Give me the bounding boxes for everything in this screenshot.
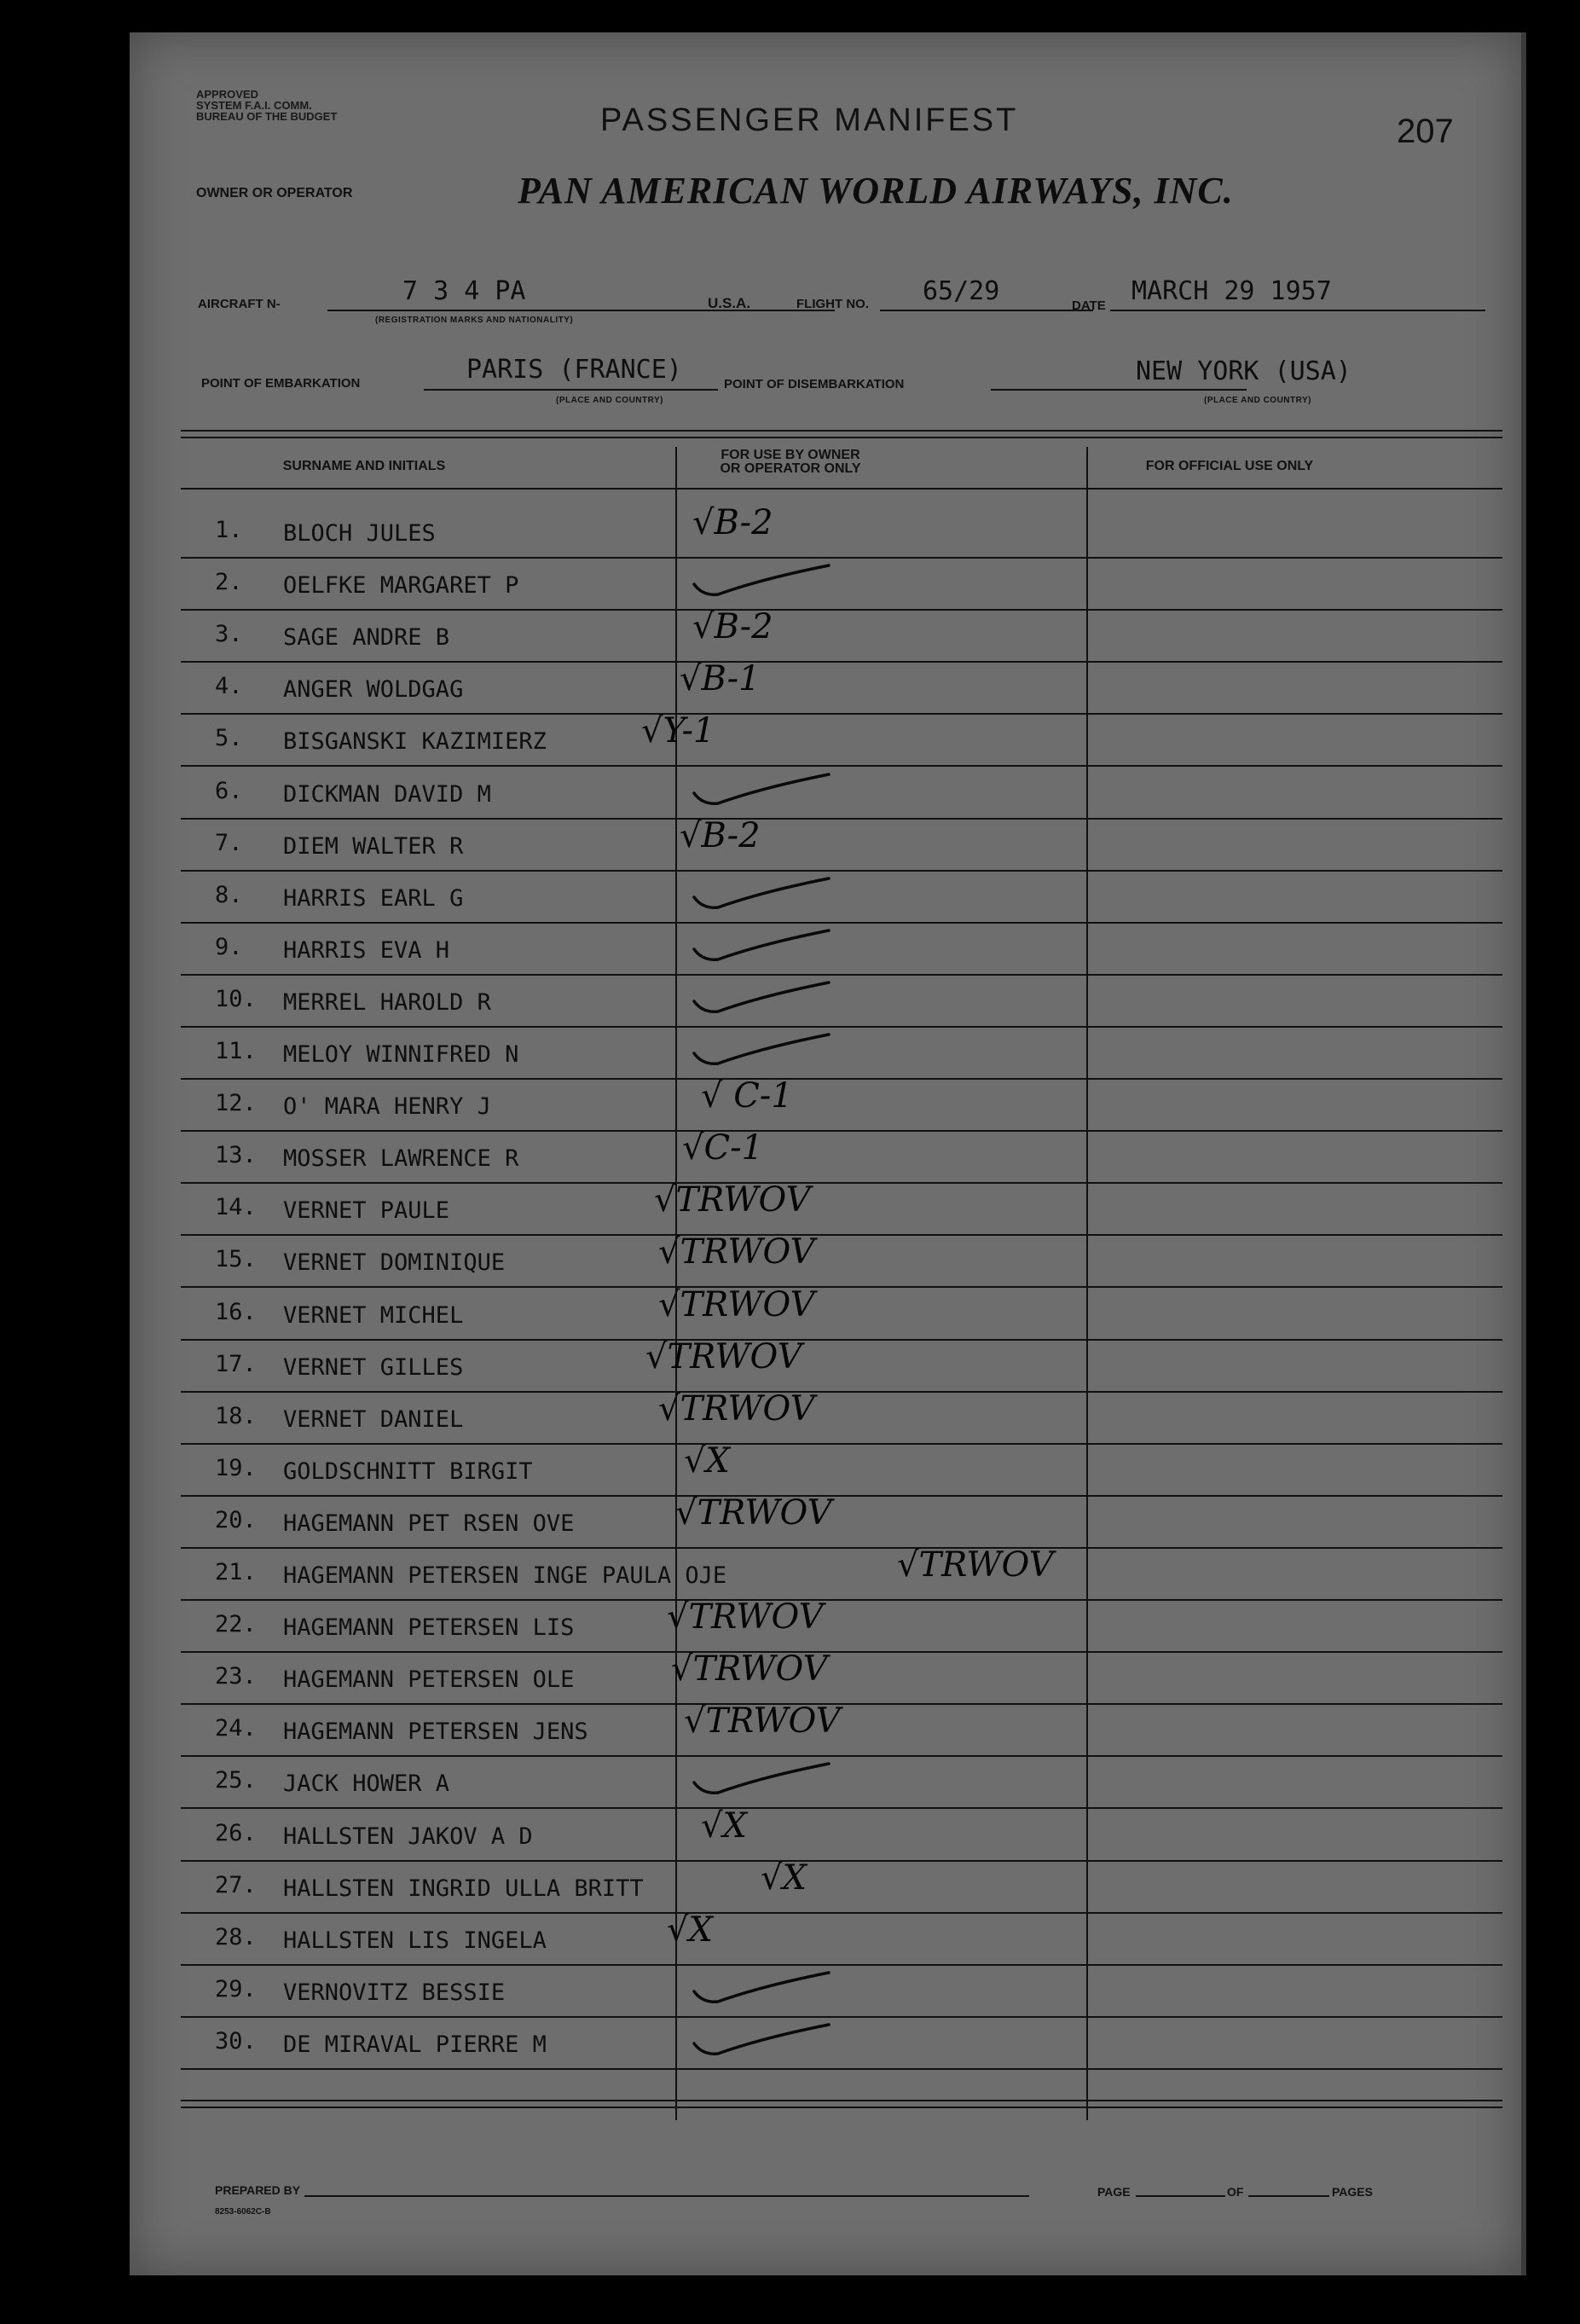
passenger-number: 10. (215, 985, 257, 1012)
passenger-number: 17. (215, 1350, 257, 1377)
check-mark-icon (684, 971, 854, 1022)
passenger-number: 18. (215, 1402, 257, 1429)
passenger-row (181, 1597, 1502, 1653)
passenger-number: 14. (215, 1194, 257, 1221)
passenger-number: 27. (215, 1871, 257, 1898)
passenger-row (181, 503, 1502, 559)
passenger-number: 5. (215, 725, 243, 752)
passenger-name: MERREL HAROLD R (283, 988, 491, 1016)
aircraft-label: AIRCRAFT N- (198, 297, 281, 311)
handwritten-mark: √TRWOV (645, 1336, 802, 1376)
passenger-number: 22. (215, 1611, 257, 1638)
passenger-number: 3. (215, 621, 243, 648)
passenger-name: HARRIS EARL G (283, 884, 464, 912)
passenger-name: HAGEMANN PET RSEN OVE (283, 1510, 575, 1537)
aircraft-value: 7 3 4 PA (402, 276, 526, 306)
passenger-row (181, 815, 1502, 872)
col-header-surname: SURNAME AND INITIALS (282, 459, 446, 473)
passenger-row (181, 659, 1502, 715)
passenger-number: 20. (215, 1506, 257, 1533)
passenger-row (181, 1857, 1502, 1914)
passenger-name: VERNET MICHEL (283, 1301, 464, 1329)
passenger-number: 2. (215, 569, 243, 596)
date-label: DATE (1072, 298, 1106, 313)
check-mark-icon (684, 762, 854, 814)
handwritten-mark: √B-2 (692, 607, 773, 647)
handwritten-mark: √B-2 (680, 815, 761, 855)
handwritten-mark: √Y-1 (641, 711, 715, 751)
passenger-number: 6. (215, 777, 243, 804)
passenger-number: 19. (215, 1454, 257, 1481)
passenger-row (181, 1492, 1502, 1549)
passenger-number: 16. (215, 1298, 257, 1325)
embarkation-label: POINT OF EMBARKATION (201, 376, 361, 391)
passenger-row (181, 1966, 1502, 2018)
prepared-by-label: PREPARED BY (215, 2183, 301, 2197)
passenger-name: GOLDSCHNITT BIRGIT (283, 1458, 533, 1485)
approval-stamp (196, 89, 337, 122)
passenger-row (181, 1805, 1502, 1862)
embarkation-value: PARIS (FRANCE) (466, 355, 682, 385)
row-divider (181, 2068, 1502, 2070)
handwritten-mark: √TRWOV (654, 1180, 811, 1220)
handwritten-mark: √TRWOV (658, 1232, 815, 1272)
passenger-row (181, 976, 1502, 1028)
passenger-number: 12. (215, 1090, 257, 1117)
passenger-row (181, 1232, 1502, 1288)
passenger-name: HAGEMANN PETERSEN LIS (283, 1614, 575, 1642)
passenger-row (181, 1388, 1502, 1445)
passenger-name: VERNOVITZ BESSIE (283, 1979, 506, 2006)
country-label: U.S.A. (708, 295, 751, 311)
passenger-row (181, 1336, 1502, 1393)
handwritten-mark: √X (761, 1857, 807, 1898)
passenger-name: VERNET GILLES (283, 1353, 464, 1381)
passenger-number: 24. (215, 1715, 257, 1742)
passenger-number: 4. (215, 673, 243, 700)
passenger-name: ANGER WOLDGAG (283, 676, 464, 704)
handwritten-mark: √B-2 (692, 503, 773, 542)
passenger-name: HALLSTEN INGRID ULLA BRITT (283, 1875, 644, 1902)
disembarkation-label: POINT OF DISEMBARKATION (724, 377, 905, 391)
approval-line: APPROVED (196, 88, 258, 101)
form-number: 8253-6062C-B (215, 2207, 271, 2217)
passenger-name: BISGANSKI KAZIMIERZ (283, 728, 547, 756)
handwritten-mark: √TRWOV (684, 1701, 841, 1742)
passenger-number: 26. (215, 1819, 257, 1846)
passenger-name: BLOCH JULES (283, 520, 436, 547)
flight-value: 65/29 (923, 276, 1000, 306)
passenger-name: O' MARA HENRY J (283, 1093, 491, 1121)
passenger-name: MELOY WINNIFRED N (283, 1041, 519, 1068)
handwritten-mark: √X (667, 1910, 713, 1950)
handwritten-mark: √X (701, 1805, 747, 1846)
page-number: 207 (1397, 113, 1454, 150)
passenger-number: 13. (215, 1142, 257, 1169)
passenger-number: 11. (215, 1038, 257, 1064)
passenger-row (181, 872, 1502, 924)
check-mark-icon (684, 1752, 854, 1803)
passenger-number: 8. (215, 881, 243, 908)
approval-line: SYSTEM F.A.I. COMM. (196, 99, 312, 112)
passenger-row (181, 1076, 1502, 1132)
passenger-name: DE MIRAVAL PIERRE M (283, 2031, 547, 2058)
date-value: MARCH 29 1957 (1131, 276, 1332, 306)
embarkation-sub: (PLACE AND COUNTRY) (556, 396, 663, 405)
passenger-number: 30. (215, 2027, 257, 2055)
passenger-row (181, 2018, 1502, 2070)
passenger-name: HAGEMANN PETERSEN INGE PAULA OJE (283, 1562, 727, 1589)
passenger-row (181, 559, 1502, 611)
passenger-row (181, 1757, 1502, 1809)
flight-label: FLIGHT NO. (796, 297, 869, 311)
passenger-name: VERNET PAULE (283, 1197, 450, 1225)
airline-name: PAN AMERICAN WORLD AIRWAYS, INC. (518, 170, 1234, 212)
passenger-name: HALLSTEN LIS INGELA (283, 1927, 547, 1954)
passenger-number: 9. (215, 933, 243, 960)
aircraft-sub: (REGISTRATION MARKS AND NATIONALITY) (375, 316, 574, 325)
handwritten-mark: √TRWOV (671, 1649, 828, 1689)
disembarkation-sub: (PLACE AND COUNTRY) (1204, 396, 1311, 405)
passenger-number: 1. (215, 517, 243, 543)
check-mark-icon (684, 919, 854, 970)
handwritten-mark: √TRWOV (675, 1492, 832, 1533)
owner-label: OWNER OR OPERATOR (196, 186, 353, 200)
passenger-name: DICKMAN DAVID M (283, 780, 491, 808)
passenger-number: 28. (215, 1923, 257, 1950)
col-header-owner-use (667, 449, 914, 476)
passenger-row (181, 1028, 1502, 1080)
handwritten-mark: √TRWOV (658, 1388, 815, 1429)
handwritten-mark: √TRWOV (658, 1284, 815, 1324)
of-label: OF (1227, 2185, 1244, 2199)
handwritten-mark: √C-1 (682, 1128, 764, 1168)
passenger-name: HAGEMANN PETERSEN OLE (283, 1666, 575, 1694)
handwritten-mark: √TRWOV (897, 1545, 1054, 1585)
passenger-row (181, 607, 1502, 663)
page-label: PAGE (1097, 2185, 1131, 2199)
passenger-name: HALLSTEN JAKOV A D (283, 1823, 533, 1850)
passenger-row (181, 1128, 1502, 1184)
handwritten-mark: √X (684, 1440, 730, 1481)
col-header-owner-line: FOR USE BY OWNER (721, 448, 860, 462)
passenger-row (181, 1701, 1502, 1757)
disembarkation-value: NEW YORK (USA) (1136, 356, 1351, 386)
passenger-name: HAGEMANN PETERSEN JENS (283, 1718, 588, 1746)
manifest-sheet (130, 32, 1526, 2275)
handwritten-mark: √ C-1 (701, 1076, 793, 1116)
passenger-name: MOSSER LAWRENCE R (283, 1145, 519, 1173)
passenger-number: 23. (215, 1663, 257, 1690)
passenger-name: JACK HOWER A (283, 1771, 450, 1798)
passenger-number: 25. (215, 1767, 257, 1794)
passenger-name: DIEM WALTER R (283, 832, 464, 860)
passenger-name: HARRIS EVA H (283, 936, 450, 964)
passenger-row (181, 1649, 1502, 1705)
handwritten-mark: √TRWOV (667, 1597, 824, 1637)
passenger-row (181, 1440, 1502, 1497)
passenger-number: 15. (215, 1246, 257, 1273)
pages-label: PAGES (1332, 2185, 1373, 2199)
passenger-row (181, 1284, 1502, 1341)
col-header-owner-line: OR OPERATOR ONLY (720, 461, 861, 476)
passenger-name: VERNET DOMINIQUE (283, 1249, 506, 1277)
col-header-official-use: FOR OFFICIAL USE ONLY (1145, 459, 1314, 473)
passenger-row (181, 1180, 1502, 1236)
passenger-number: 29. (215, 1975, 257, 2002)
approval-line: BUREAU OF THE BUDGET (196, 110, 338, 123)
passenger-number: 7. (215, 829, 243, 856)
passenger-row (181, 711, 1502, 767)
handwritten-mark: √B-1 (680, 659, 761, 699)
check-mark-icon (684, 866, 854, 918)
passenger-name: OELFKE MARGARET P (283, 572, 519, 600)
passenger-name: VERNET DANIEL (283, 1405, 464, 1433)
passenger-row (181, 768, 1502, 820)
passenger-name: SAGE ANDRE B (283, 624, 450, 652)
check-mark-icon (684, 1023, 854, 1074)
page-title: PASSENGER MANIFEST (600, 102, 1019, 138)
check-mark-icon (684, 1961, 854, 2012)
passenger-row (181, 924, 1502, 976)
passenger-row (181, 1545, 1502, 1601)
passenger-row (181, 1910, 1502, 1966)
check-mark-icon (684, 553, 854, 605)
passenger-number: 21. (215, 1559, 257, 1585)
check-mark-icon (684, 2013, 854, 2064)
